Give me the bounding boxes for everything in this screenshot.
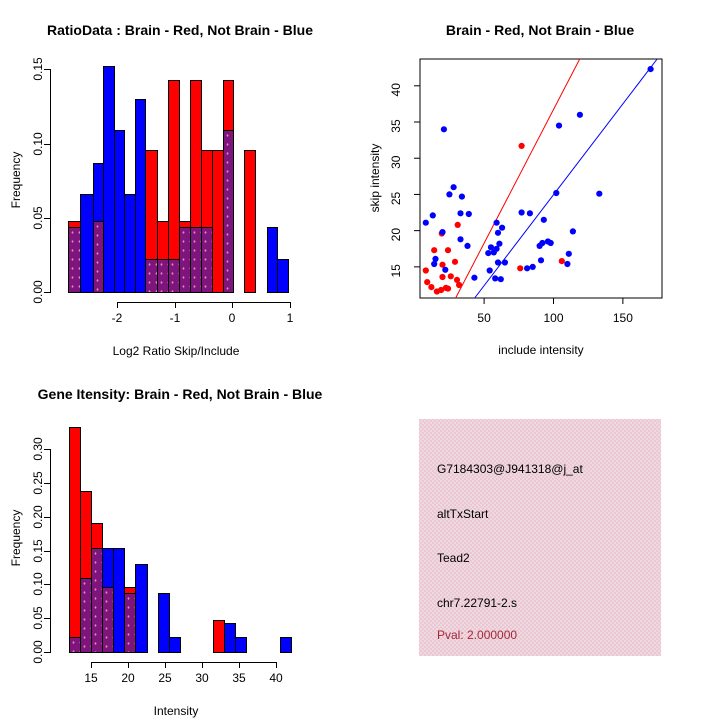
event-type-text: altTxStart [437, 507, 489, 521]
hist-bar-blue [235, 637, 247, 653]
scatter-point-blue [577, 112, 583, 118]
y-axis-line [50, 449, 51, 653]
x-tick [117, 302, 118, 308]
panel-ratio-histogram [0, 0, 360, 360]
y-tick-label: 25 [389, 191, 403, 206]
y-tick-label: 0.10 [31, 572, 45, 596]
scatter-point-blue [570, 228, 576, 234]
y-tick-label: 20 [389, 227, 403, 242]
scatter-point-blue [466, 211, 472, 217]
scatter-point-blue [548, 240, 554, 246]
hist-bar-blue [135, 564, 148, 653]
x-tick-label: -2 [111, 311, 123, 325]
x-tick-label: 25 [158, 671, 172, 685]
scatter-point-blue [451, 184, 457, 190]
scatter-point-blue [423, 220, 429, 226]
scatter-point-red [445, 247, 451, 253]
pval-text: Pval: 2.000000 [437, 628, 518, 642]
x-axis-line [91, 662, 277, 663]
x-tick-label: 50 [477, 311, 491, 325]
x-tick-label: 35 [232, 671, 246, 685]
scatter-point-red [428, 284, 434, 290]
hist-bar-red [244, 150, 256, 293]
scatter-point-blue [439, 229, 445, 235]
y-tick-label: 0.15 [31, 57, 45, 81]
info-box [419, 419, 661, 656]
scatter-point-blue [441, 126, 447, 132]
ratio-y-axis-label: Frequency [9, 151, 23, 209]
scatter-point-red [439, 274, 445, 280]
gene-x-axis-label: Intensity [153, 704, 199, 718]
y-tick-label: 0.10 [31, 132, 45, 156]
x-tick [232, 302, 233, 308]
x-tick-label: -1 [169, 311, 181, 325]
scatter-point-blue [431, 261, 437, 267]
x-tick-label: 20 [121, 671, 135, 685]
scatter-point-blue [537, 243, 543, 249]
probe-id-text: G7184303@J941318@j_at [437, 462, 583, 476]
scatter-point-blue [446, 191, 452, 197]
x-tick [165, 662, 166, 668]
y-tick-label: 0.15 [31, 539, 45, 563]
chromosome-text: chr7.22791-2.s [437, 596, 518, 610]
scatter-point-blue [502, 259, 508, 265]
scatter-point-blue [556, 123, 562, 129]
scatter-point-blue [538, 257, 544, 263]
scatter-x-axis-label: include intensity [498, 343, 584, 357]
scatter-plot [360, 0, 720, 360]
scatter-point-red [455, 222, 461, 228]
scatter-point-blue [485, 250, 491, 256]
ratio-histogram-title: RatioData : Brain - Red, Not Brain - Blue [46, 22, 314, 38]
x-tick [239, 662, 240, 668]
hist-bar-blue [280, 637, 292, 653]
panel-gene-intensity-histogram [0, 360, 360, 720]
y-tick-label: 40 [389, 83, 403, 97]
scatter-point-red [452, 259, 458, 265]
x-tick-label: 30 [195, 671, 209, 685]
scatter-point-blue [566, 251, 572, 257]
y-tick-label: 0.20 [31, 505, 45, 529]
scatter-point-blue [459, 194, 465, 200]
gene-histogram-title: Gene Itensity: Brain - Red, Not Brain - Blue [37, 386, 323, 402]
x-tick [175, 302, 176, 308]
ratio-x-axis-label: Log2 Ratio Skip/Include [112, 344, 240, 358]
y-tick-label: 0.30 [31, 437, 45, 461]
x-axis-line [117, 302, 291, 303]
x-tick-label: 100 [543, 311, 564, 325]
scatter-point-blue [564, 261, 570, 267]
x-tick-label: 0 [228, 311, 236, 325]
hist-bar-blue [169, 637, 181, 653]
x-tick [202, 662, 203, 668]
scatter-point-red [424, 279, 430, 285]
panel-intensity-scatter [360, 0, 720, 360]
x-tick [276, 662, 277, 668]
scatter-point-blue [487, 267, 493, 273]
hist-bar-overlap [223, 130, 234, 293]
y-tick-label: 0.25 [31, 471, 45, 495]
gene-name-text: Tead2 [437, 551, 470, 565]
scatter-point-blue [491, 249, 497, 255]
scatter-point-blue [527, 210, 533, 216]
scatter-point-blue [492, 275, 498, 281]
x-tick-label: 15 [84, 671, 98, 685]
scatter-point-blue [464, 243, 470, 249]
scatter-point-blue [499, 225, 505, 231]
scatter-point-blue [495, 259, 501, 265]
scatter-y-axis-label: skip intensity [368, 143, 382, 213]
x-tick [128, 662, 129, 668]
scatter-point-red [443, 285, 449, 291]
y-tick-label: 0.05 [31, 206, 45, 230]
y-tick-label: 0.05 [31, 606, 45, 630]
scatter-point-blue [495, 230, 501, 236]
y-tick-label: 0.00 [31, 640, 45, 664]
x-tick-label: 40 [269, 671, 283, 685]
x-tick [290, 302, 291, 308]
scatter-point-red [431, 247, 437, 253]
scatter-point-blue [648, 66, 654, 72]
y-tick-label: 15 [389, 264, 403, 278]
scatter-point-blue [519, 209, 525, 215]
y-tick-label: 35 [389, 119, 403, 133]
scatter-point-red [456, 282, 462, 288]
scatter-point-blue [530, 264, 536, 270]
panel-info [360, 360, 720, 720]
scatter-point-blue [596, 191, 602, 197]
scatter-point-blue [457, 236, 463, 242]
scatter-point-blue [524, 265, 530, 271]
scatter-point-blue [498, 276, 504, 282]
scatter-point-red [434, 288, 440, 294]
scatter-point-blue [430, 212, 436, 218]
scatter-point-red [423, 267, 429, 273]
scatter-point-red [517, 265, 523, 271]
scatter-point-red [448, 273, 454, 279]
scatter-point-red [519, 143, 525, 149]
scatter-point-blue [442, 267, 448, 273]
scatter-title: Brain - Red, Not Brain - Blue [445, 22, 635, 38]
scatter-point-blue [541, 217, 547, 223]
gene-y-axis-label: Frequency [9, 509, 23, 567]
scatter-point-blue [553, 190, 559, 196]
x-tick-label: 150 [612, 311, 633, 325]
y-tick-label: 0.00 [31, 280, 45, 304]
x-tick-label: 1 [286, 311, 294, 325]
scatter-point-blue [494, 220, 500, 226]
hist-bar-blue [80, 194, 94, 293]
scatter-point-blue [471, 275, 477, 281]
x-tick [91, 662, 92, 668]
y-axis-line [50, 69, 51, 293]
hist-bar-blue [277, 259, 289, 293]
y-tick-label: 30 [389, 155, 403, 169]
scatter-point-blue [457, 210, 463, 216]
scatter-point-red [559, 258, 565, 264]
